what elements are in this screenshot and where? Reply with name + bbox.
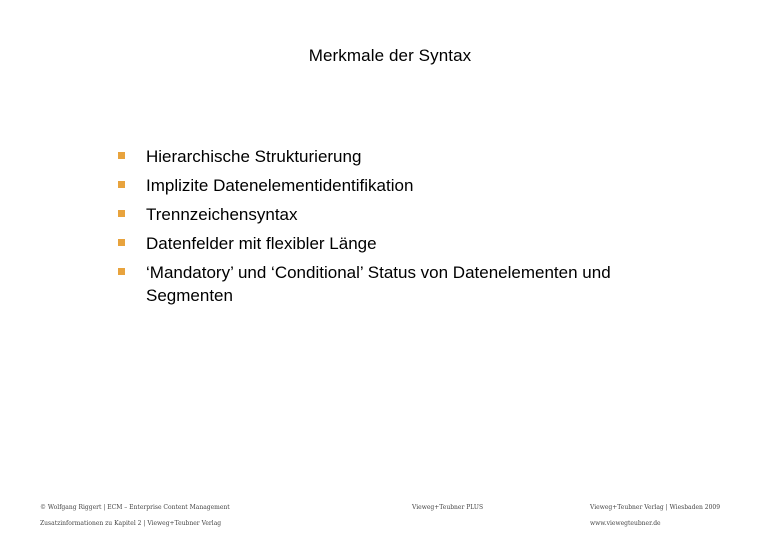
bullet-item [118,174,698,197]
footer-publisher-info [590,500,720,532]
bullet-list [118,145,698,313]
footer-website-link[interactable]: www.viewegteubner.de [590,520,661,527]
bullet-item [118,203,698,226]
square-bullet-icon [118,268,125,275]
footer-plus-line: Vieweg+Teubner PLUS [412,504,484,511]
footer-copyright [40,500,230,532]
bullet-text: ‘Mandatory’ und ‘Conditional’ Status von Datenelementen und Segmenten [146,263,611,305]
footer-copyright-line: © Wolfgang Riggert | ECM – Enterprise Content Management [40,504,230,511]
slide-title: Merkmale der Syntax [308,46,472,65]
bullet-item [118,232,698,255]
slide-footer [0,500,780,530]
bullet-text: Datenfelder mit flexibler Länge [146,234,377,253]
square-bullet-icon [118,181,125,188]
square-bullet-icon [118,239,125,246]
footer-supplement-line: Zusatzinformationen zu Kapitel 2 | Vieweg+Teubner Verlag [40,520,222,527]
footer-publisher-line: Vieweg+Teubner Verlag | Wiesbaden 2009 [590,504,721,511]
footer-publisher-plus [412,500,483,516]
bullet-text: Implizite Datenelementidentifikation [146,176,414,195]
square-bullet-icon [118,210,125,217]
bullet-item [118,261,698,307]
bullet-text: Hierarchische Strukturierung [146,147,362,166]
bullet-text: Trennzeichensyntax [146,205,298,224]
bullet-item [118,145,698,168]
square-bullet-icon [118,152,125,159]
